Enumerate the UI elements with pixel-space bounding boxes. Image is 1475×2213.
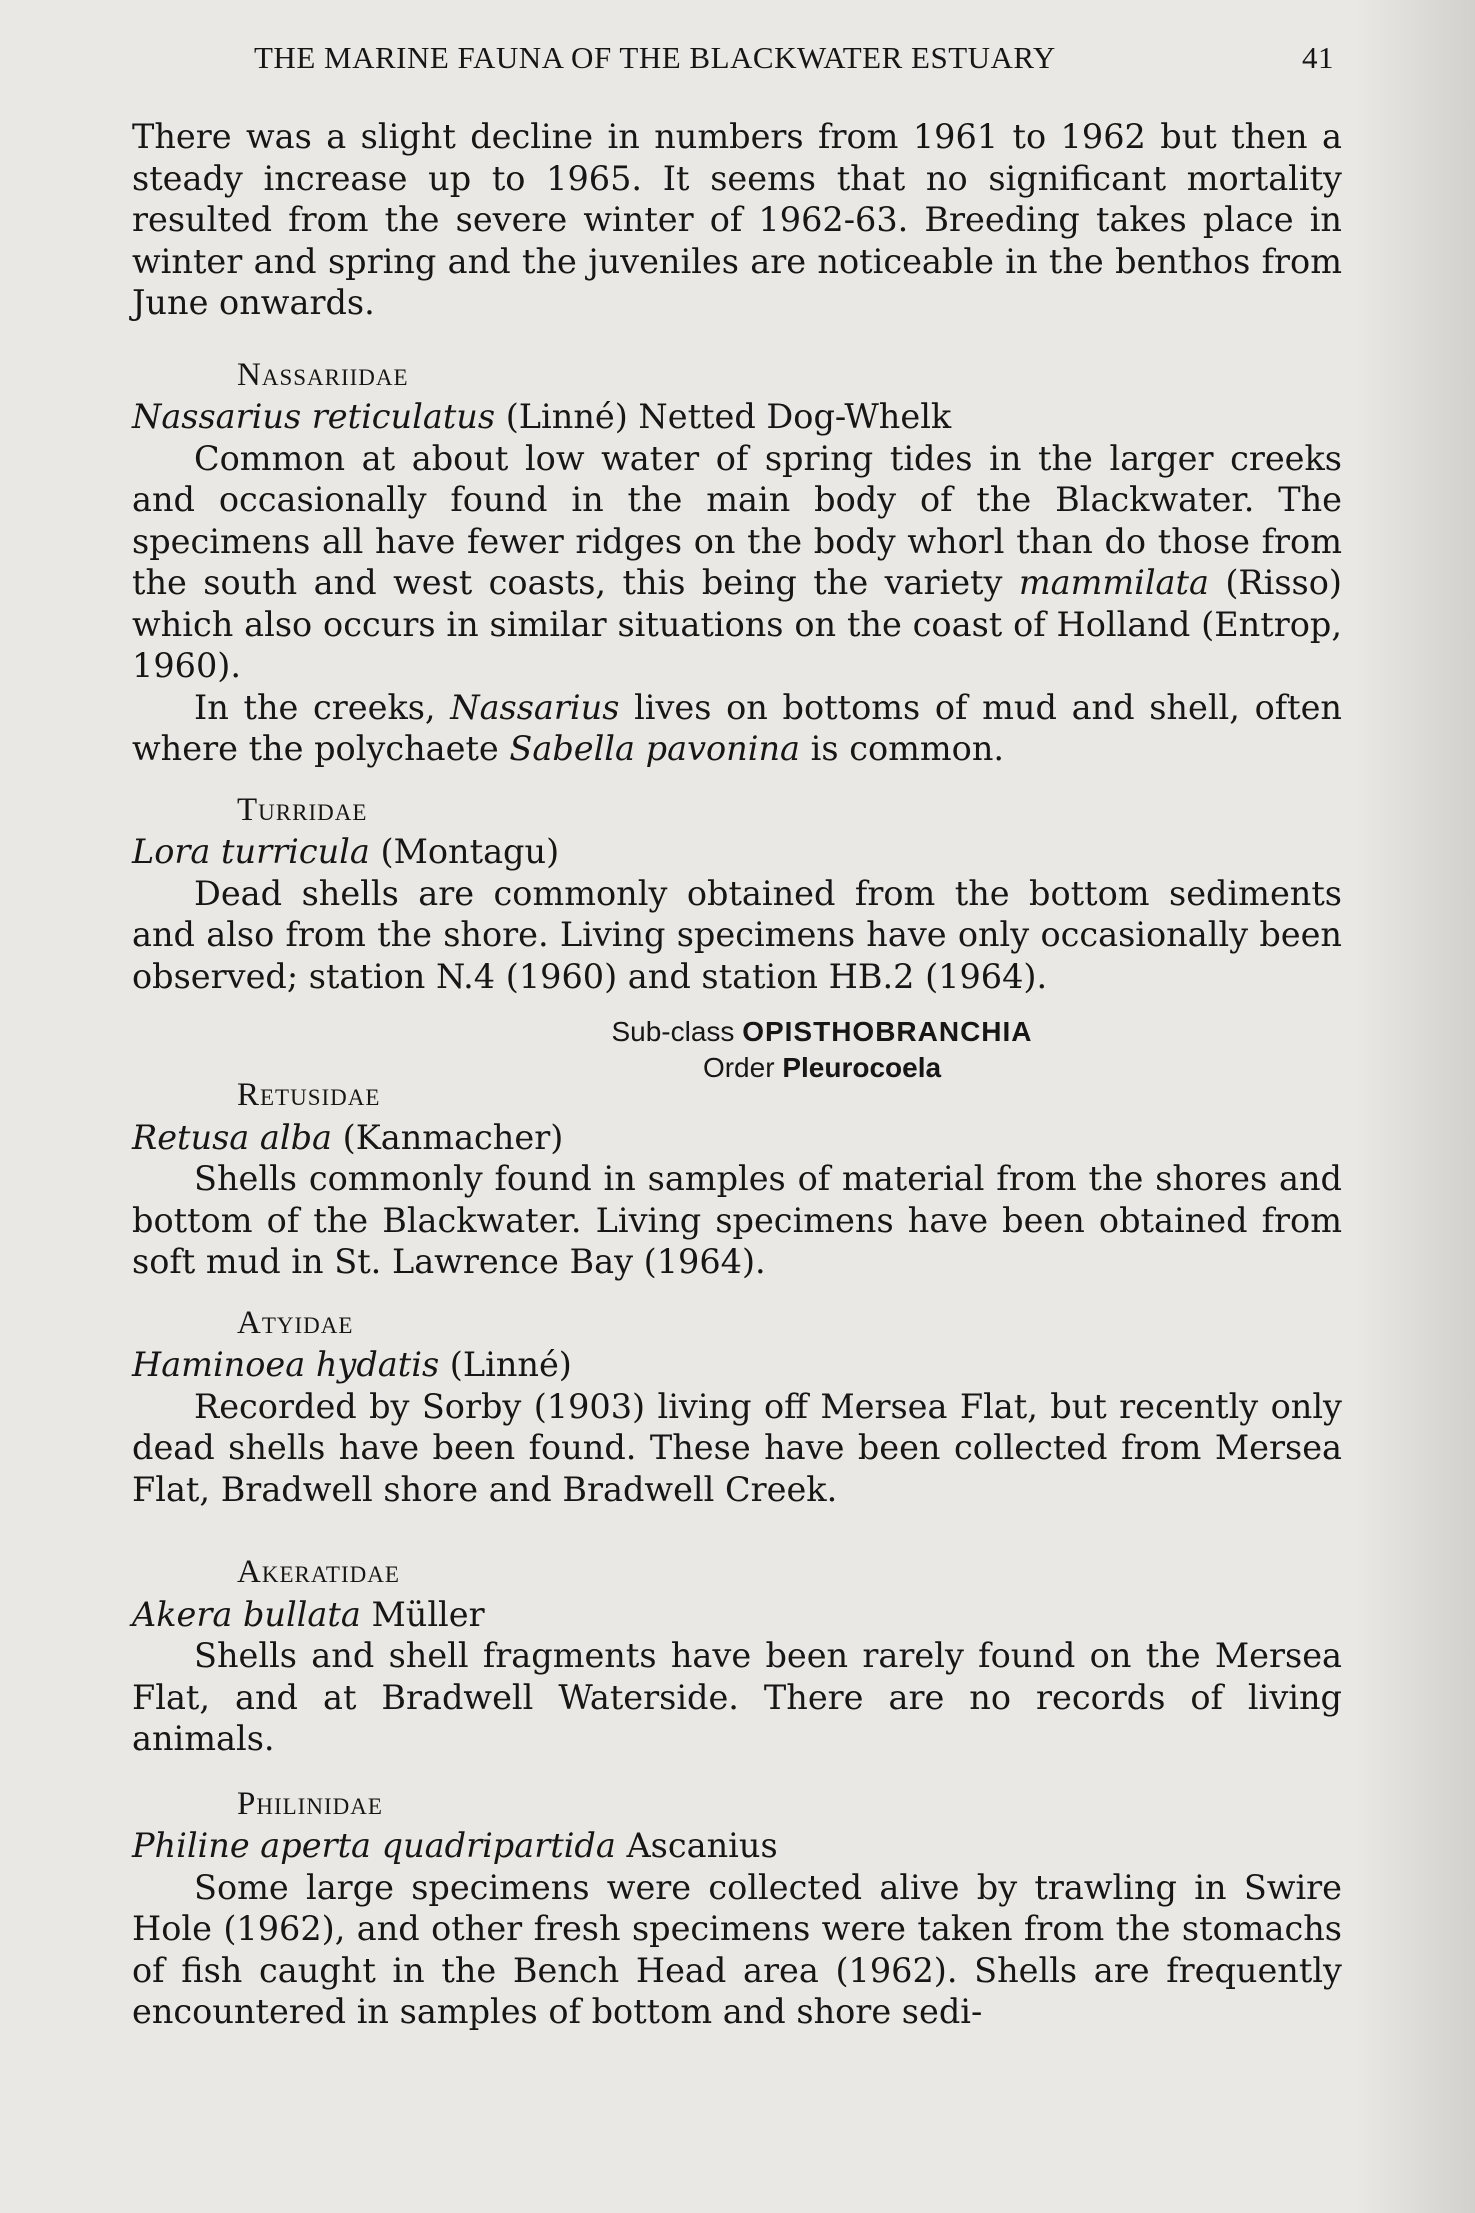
order-prefix: Order xyxy=(702,1052,783,1083)
main-text xyxy=(132,116,1342,2033)
species-name: Nassarius reticulatus xyxy=(132,397,496,436)
family-heading-atyidae: Atyidae xyxy=(237,1304,354,1341)
paragraph-akera: Shells and shell fragments have been rarely found on the Mersea Flat, and at Bradwell Waterside. There are no records of living animals. xyxy=(132,1636,1342,1758)
species-line-lora xyxy=(132,831,1342,873)
family-heading-philinidae: Philinidae xyxy=(237,1785,383,1822)
running-header xyxy=(254,40,1334,80)
intro-paragraph: There was a slight decline in numbers from 1961 to 1962 but then a steady increase up to 1965. It seems that no significant mortality resulted from the severe winter of 1962-63. Breeding takes place in winter and spring and the juveniles are noticeable in the benthos from June onwards. xyxy=(132,117,1342,322)
subclass-heading xyxy=(302,1013,1342,1051)
species-name: Philine aperta quadripartida xyxy=(132,1826,616,1865)
order-name: Pleurocoela xyxy=(782,1052,942,1083)
family-heading-turridae: Turridae xyxy=(237,791,368,828)
text-span: is common. xyxy=(800,729,1005,768)
text-span: In the creeks, xyxy=(194,687,451,727)
species-name: Haminoea hydatis xyxy=(132,1345,440,1384)
text-span: lives on bottoms of mud and shell, often where the polychaete xyxy=(132,687,1343,768)
species-authority: (Montagu) xyxy=(369,832,560,871)
family-heading-retusidae: Retusidae xyxy=(237,1077,381,1113)
species-authority: (Linné) Netted Dog-Whelk xyxy=(495,397,952,436)
genus-name: Nassarius xyxy=(450,687,620,727)
text-span: Common at about low water of spring tides in the larger creeks and occasionally found in the main body of the Blackwater. The specimens all have fewer ridges on the body whorl than do those from the south and west coasts, this being the variety xyxy=(132,438,1342,602)
paragraph-nassarius-2 xyxy=(132,687,1342,770)
species-authority: (Kanmacher) xyxy=(332,1117,564,1157)
species-name: Sabella pavonina xyxy=(509,729,800,768)
species-line-akera xyxy=(132,1594,1342,1636)
species-line-nassarius xyxy=(132,396,1342,438)
species-line-haminoea xyxy=(132,1344,1342,1386)
subclass-prefix: Sub-class xyxy=(611,1016,743,1047)
species-authority: (Linné) xyxy=(439,1345,572,1384)
paragraph-haminoea: Recorded by Sorby (1903) living off Mersea Flat, but recently only dead shells have been found. These have been collected from Mersea Flat, Bradwell shore and Bradwell Creek. xyxy=(132,1386,1342,1509)
page-number: 41 xyxy=(1302,40,1334,75)
species-name: Lora turricula xyxy=(132,832,370,871)
species-name: Akera bullata xyxy=(132,1594,361,1634)
species-authority: Müller xyxy=(360,1594,485,1634)
species-line-philine xyxy=(132,1825,1342,1867)
family-heading-nassariidae: Nassariidae xyxy=(237,356,409,393)
species-name: Retusa alba xyxy=(132,1117,333,1157)
subclass-name: OPISTHOBRANCHIA xyxy=(742,1016,1033,1047)
species-authority: Ascanius xyxy=(615,1826,778,1865)
variety-name: mammilata xyxy=(1018,563,1209,602)
paragraph-philine: Some large specimens were collected alive by trawling in Swire Hole (1962), and other fresh specimens were taken from the stomachs of fish caught in the Bench Head area (1962). Shells are frequently encountered in samples of bottom and shore sedi- xyxy=(132,1867,1342,2031)
family-heading-akeratidae: Akeratidae xyxy=(237,1554,400,1590)
paragraph-nassarius-1 xyxy=(132,438,1342,687)
running-title: THE MARINE FAUNA OF THE BLACKWATER ESTUARY xyxy=(254,40,1056,75)
paragraph-lora: Dead shells are commonly obtained from the bottom sediments and also from the shore. Living specimens have only occasionally been observed; station N.4 (1960) and station HB.2 (1964). xyxy=(132,873,1342,996)
species-line-retusa xyxy=(132,1117,1342,1159)
paragraph-retusa: Shells commonly found in samples of material from the shores and bottom of the Blackwater. Living specimens have been obtained from soft mud in St. Lawrence Bay (1964). xyxy=(132,1159,1342,1281)
text-span: (Risso) which also occurs in similar situations on the coast of Holland (Entrop, 1960). xyxy=(132,563,1342,685)
